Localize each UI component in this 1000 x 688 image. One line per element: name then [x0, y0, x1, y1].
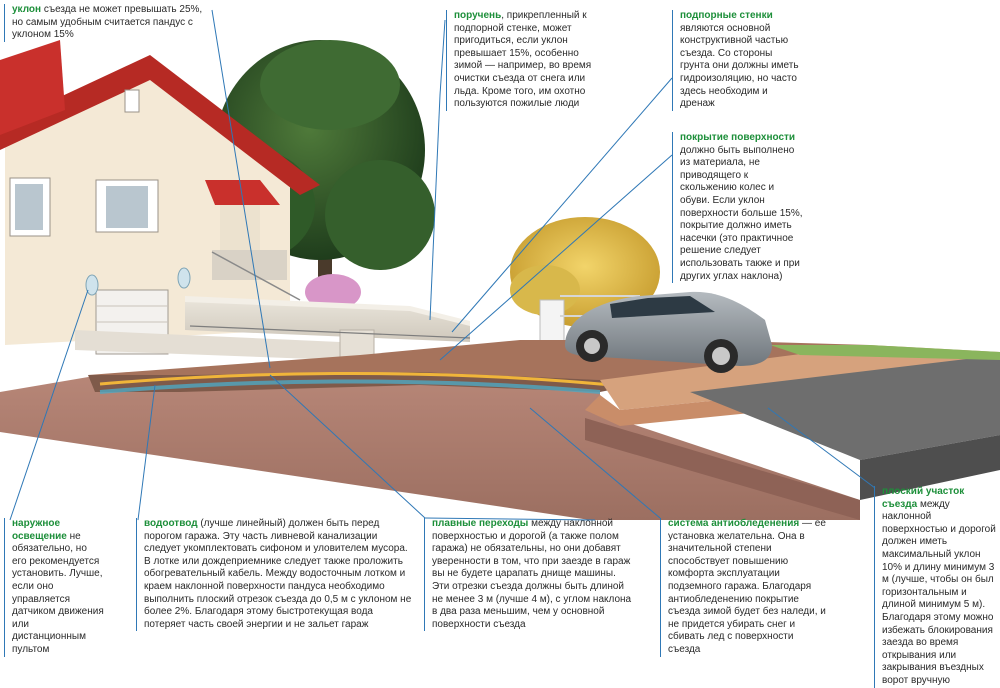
callout-lighting-keyword: наружное освещение — [12, 518, 67, 542]
callout-drain — [136, 518, 412, 631]
callout-surface-text: должно быть выполнено из материала, не приводящего к скольжению колес и обуви. Если уклон поверхности больше 15%, покрытие должно иметь насечки (это практичное решение следует использовать также и при других углах наклона) — [680, 144, 803, 282]
callout-slope-keyword: уклон — [12, 4, 42, 15]
callout-handrail-keyword: поручень — [454, 10, 502, 21]
callout-retaining-walls-text: являются основной конструктивной частью съезда. Со стороны грунта они должны иметь гидроизоляцию, но часто здесь необходим и дренаж — [680, 22, 799, 110]
callout-handrail-text: , прикрепленный к подпорной стенке, может пригодиться, если уклон превышает 15%, особенно зимой — например, во время очистки съезда от снега или льда. Кроме того, им охотно пользуются пожилые люди — [454, 10, 592, 110]
callout-flat-section-text: между наклонной поверхностью и дорогой должен иметь максимальный уклон 10% и длину минимум 3 м (лучше, чтобы он был горизонтальным и длиной минимум 5 м). Благодаря этому можно избежать блокирования заезда во время открывания или закрывания въездных ворот вручную — [882, 498, 996, 686]
callout-slope — [4, 4, 214, 42]
callout-surface — [672, 132, 804, 283]
callout-drain-keyword: водоотвод — [144, 518, 198, 529]
callout-flat-section-keyword: плоский участок съезда — [882, 486, 965, 510]
callout-lighting-text: не обязательно, но его рекомендуется установить. Лучше, если оно управляется датчиком движения или дистанционным пультом — [12, 530, 104, 655]
callout-handrail — [446, 10, 604, 111]
callout-drain-text: (лучше линейный) должен быть перед порогом гаража. Эту часть ливневой канализации следует укомплектовать сифоном и уловителем мусора. В лотке или дождеприемнике следует также проложить обогревательный кабель. Между водосточным лотком и краем наклонной поверхности пандуса необходимо выполнить плоский отрезок съезда до 0,5 м с уклоном не более 2%. Благодаря этому быстротекущая вода потеряет часть своей энергии и не зальет гараж — [144, 518, 412, 630]
callout-anti-icing-text: — ее установка желательна. Она в значительной степени способствует повышению комфорта эксплуатации подземного гаража. Благодаря антиобледенению покрытие съезда зимой будет без наледи, и не придется убирать снег и сбивать лед с поверхности съезда — [668, 518, 826, 655]
callout-transitions-keyword: плавные переходы — [432, 518, 529, 529]
callout-transitions-text: между наклонной поверхностью и дорогой (а также полом гаража) не обязательны, но они добавят уверенности в том, что при заезде в гараж вы не будете царапать днище машины. Эти отрезки съезда должны быть длиной не менее 3 м (лучше 4 м), с углом наклона в два раза меньшим, чем у основной поверхности съезда — [432, 518, 632, 630]
callout-transitions — [424, 518, 632, 631]
callout-flat-section — [874, 486, 998, 688]
callout-retaining-walls — [672, 10, 800, 111]
callout-retaining-walls-keyword: подпорные стенки — [680, 10, 773, 21]
callout-slope-text: съезда не может превышать 25%, но самым удобным считается пандус с уклоном 15% — [12, 4, 203, 41]
callout-anti-icing — [660, 518, 828, 657]
callout-surface-keyword: покрытие поверхности — [680, 132, 796, 143]
callout-lighting — [4, 518, 104, 657]
callout-anti-icing-keyword: система антиобледенения — [668, 518, 800, 529]
